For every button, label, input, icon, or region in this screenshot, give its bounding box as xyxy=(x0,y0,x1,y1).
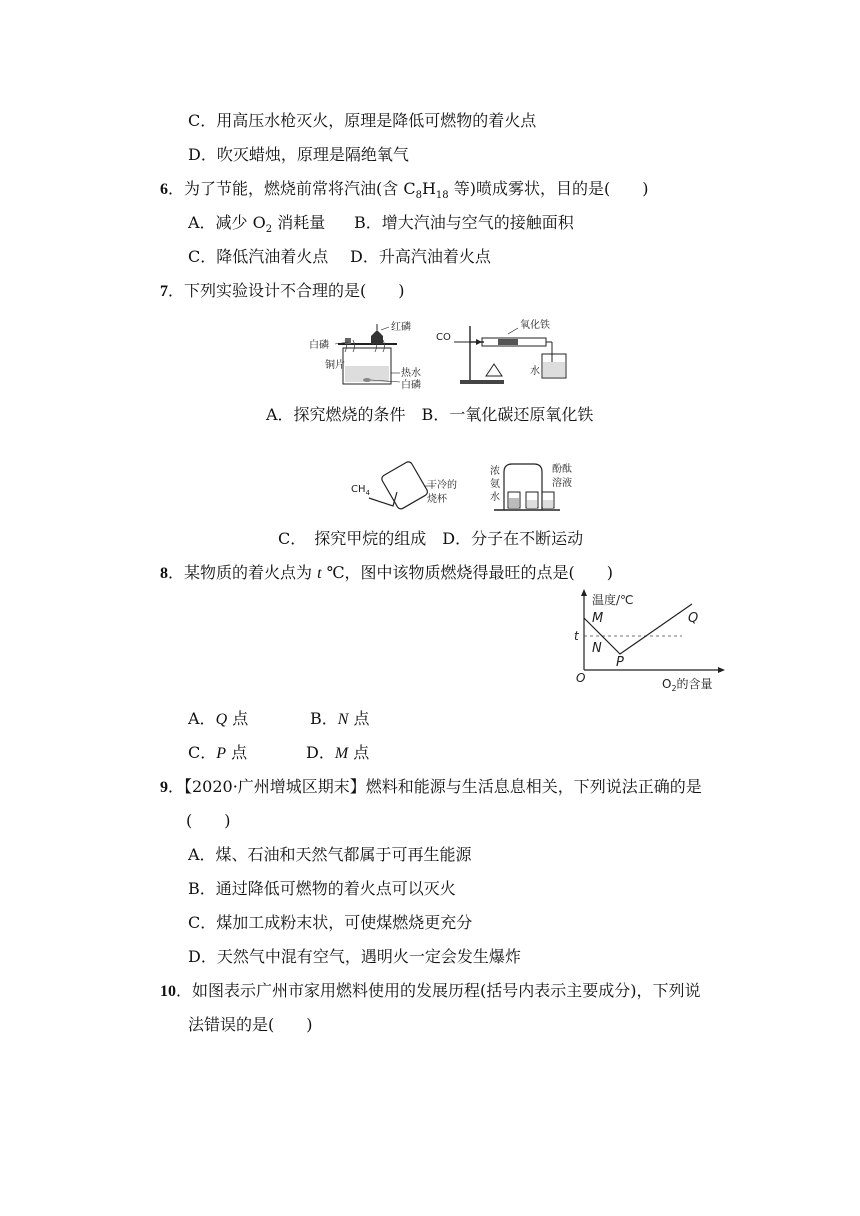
q6-option-c: C．降低汽油着火点 xyxy=(188,247,329,266)
q8-stem xyxy=(160,562,613,585)
q8-t: t xyxy=(317,565,322,582)
q8-option-b-suffix: 点 xyxy=(348,709,370,728)
q8-option-d-var: M xyxy=(334,745,349,762)
q10-number: 10 xyxy=(160,983,176,1000)
fig-a-label-bailin: 白磷 xyxy=(309,340,329,351)
q8-option-d xyxy=(306,742,369,765)
q6-option-a-text-b: 消耗量 xyxy=(272,213,326,232)
fig-a-label-reshui: 热水 xyxy=(401,368,421,379)
q8-option-c-suffix: 点 xyxy=(226,743,248,762)
q7-caption-cd: C． 探究甲烷的组成 D．分子在不断运动 xyxy=(278,529,584,548)
q8-stem-text-b: ℃，图中该物质燃烧得最旺的点是( ) xyxy=(321,563,614,582)
q6-sub-18: 18 xyxy=(435,190,449,202)
graph-point-m: M xyxy=(592,611,604,626)
q9-number: 9 xyxy=(160,779,168,796)
q6-number: 6 xyxy=(160,181,168,198)
fig-b-label-yanghuatie: 氧化铁 xyxy=(520,320,550,331)
q7-caption-ab: A．探究燃烧的条件 B．一氧化碳还原氧化铁 xyxy=(266,405,594,424)
fig-d-label-rongye: 溶液 xyxy=(552,478,572,489)
fig-d-label-fentai: 酚酞 xyxy=(552,464,572,475)
q8-temperature-graph xyxy=(570,588,740,694)
fig-c-label-ch4 xyxy=(351,484,371,497)
q8-option-a xyxy=(188,708,248,731)
q8-option-b-var: N xyxy=(337,711,349,728)
graph-t-label: t xyxy=(574,629,579,643)
q8-option-a-var: Q xyxy=(215,711,228,728)
fig-c-ch4-sub: 4 xyxy=(365,489,370,497)
q7-number: 7 xyxy=(160,283,168,300)
q8-stem-text-a: ．某物质的着火点为 xyxy=(168,563,318,582)
q9-option-a: A．煤、石油和天然气都属于可再生能源 xyxy=(188,845,472,864)
q9-stem xyxy=(160,776,702,799)
q8-option-d-prefix: D． xyxy=(306,743,335,762)
fig-b-label-shui: 水 xyxy=(530,366,540,377)
q8-option-a-prefix: A． xyxy=(188,709,216,728)
q6-option-d: D．升高汽油着火点 xyxy=(350,247,491,266)
q9-answer-paren: ( ) xyxy=(186,811,231,830)
figure-c-methane-apparatus xyxy=(345,458,455,518)
q6-option-b: B．增大汽油与空气的接触面积 xyxy=(354,213,574,232)
q5-option-d: D．吹灭蜡烛，原理是隔绝氧气 xyxy=(188,145,409,164)
q6-h: H xyxy=(421,179,436,198)
q5-option-c: C．用高压水枪灭火，原理是降低可燃物的着火点 xyxy=(188,111,537,130)
fig-b-label-co: CO xyxy=(436,332,451,343)
fig-d-label-an: 氨 xyxy=(490,479,500,490)
graph-xlabel-a: O xyxy=(662,677,672,691)
q8-option-a-suffix: 点 xyxy=(227,709,249,728)
q8-option-b xyxy=(310,708,370,731)
fig-c-label-shaobei: 烧杯 xyxy=(427,494,447,505)
q6-stem-text-b: 等)喷成雾状，目的是( ) xyxy=(448,179,649,198)
q9-stem-text: ．【2020·广州增城区期末】燃料和能源与生活息息相关，下列说法正确的是 xyxy=(168,777,702,796)
q6-stem-text-a: ．为了节能，燃烧前常将汽油(含 C xyxy=(168,179,416,198)
q8-option-c-var: P xyxy=(216,745,227,762)
q6-sub-8: 8 xyxy=(415,190,422,202)
fig-d-label-shui: 水 xyxy=(490,492,500,503)
figure-a-combustion-apparatus xyxy=(305,318,435,390)
figure-b-co-reduction-apparatus xyxy=(434,318,574,390)
q6-option-a-text: A．减少 O xyxy=(188,213,266,232)
q8-option-c-prefix: C． xyxy=(188,743,217,762)
graph-point-q: Q xyxy=(688,611,699,626)
fig-a-label-tongpian: 铜片 xyxy=(325,360,345,371)
fig-a-label-honglin: 红磷 xyxy=(391,322,411,333)
q10-stem-text: ．如图表示广州市家用燃料使用的发展历程(括号内表示主要成分)，下列说 xyxy=(176,981,701,1000)
graph-origin: O xyxy=(576,671,586,685)
q8-option-d-suffix: 点 xyxy=(348,743,370,762)
graph-point-p: P xyxy=(616,655,624,670)
graph-point-n: N xyxy=(592,641,602,656)
q10-stem xyxy=(160,980,701,1003)
q7-stem xyxy=(160,280,405,303)
figure-d-ammonia-apparatus xyxy=(490,460,600,516)
graph-ylabel: 温度/℃ xyxy=(592,593,634,607)
graph-xlabel-b: 的含量 xyxy=(676,677,713,691)
q9-option-c: C．煤加工成粉末状，可使煤燃烧更充分 xyxy=(188,913,473,932)
q6-stem xyxy=(160,178,648,207)
fig-c-ch4-text: CH xyxy=(351,484,366,495)
q7-stem-text: ．下列实验设计不合理的是( ) xyxy=(168,281,405,300)
q6-option-a xyxy=(188,212,325,241)
q8-option-c xyxy=(188,742,247,765)
fig-c-label-ganleng: 干冷的 xyxy=(427,480,457,491)
graph-xlabel-sub: 2 xyxy=(671,684,677,693)
q6-option-a-sub: 2 xyxy=(265,224,273,236)
q8-number: 8 xyxy=(160,565,168,582)
q10-stem-line2: 法错误的是( ) xyxy=(188,1015,313,1034)
q9-option-b: B．通过降低可燃物的着火点可以灭火 xyxy=(188,879,456,898)
q9-option-d: D．天然气中混有空气，遇明火一定会发生爆炸 xyxy=(188,947,521,966)
graph-xlabel xyxy=(662,677,713,693)
q8-option-b-prefix: B． xyxy=(310,709,338,728)
fig-d-label-nong: 浓 xyxy=(490,466,500,477)
fig-a-label-bailin2: 白磷 xyxy=(401,380,421,391)
